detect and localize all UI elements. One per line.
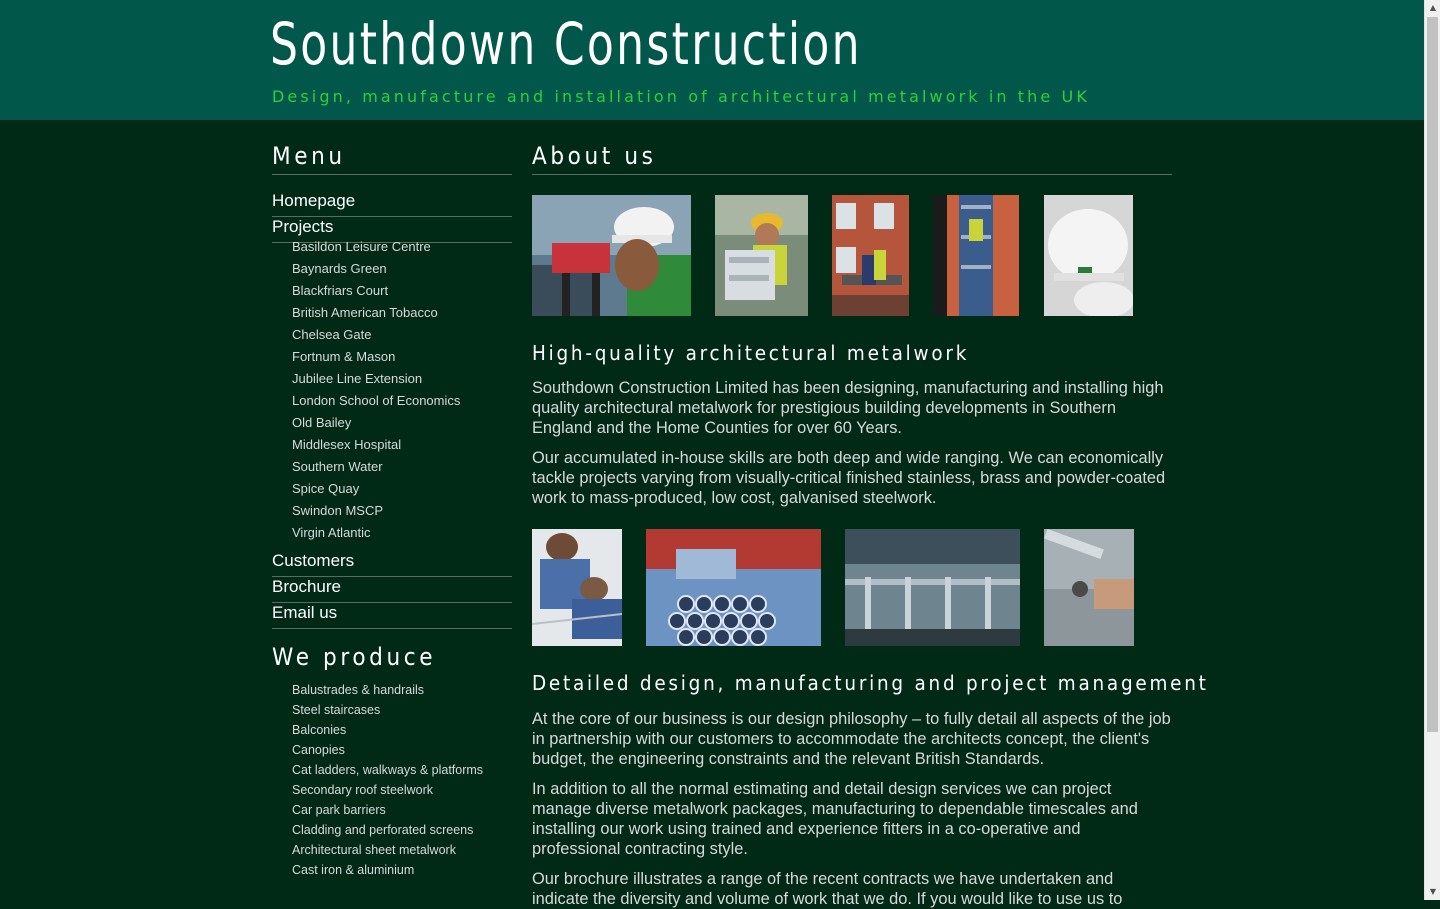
product-link[interactable]: Canopies <box>292 743 345 757</box>
project-link[interactable]: Blackfriars Court <box>292 283 389 298</box>
product-link[interactable]: Balustrades & handrails <box>292 683 425 697</box>
page-scrollbar[interactable] <box>1424 0 1440 900</box>
section-heading-quality: High-quality architectural metalwork <box>532 341 970 365</box>
menu-heading: Menu <box>272 142 346 170</box>
menu-item-customers[interactable]: Customers <box>272 551 512 577</box>
product-link[interactable]: Cast iron & aluminium <box>292 863 415 877</box>
project-link[interactable]: London School of Economics <box>292 393 461 408</box>
scrollbar-thumb[interactable] <box>1427 17 1438 732</box>
we-produce-heading: We produce <box>272 643 437 671</box>
product-link[interactable]: Architectural sheet metalwork <box>292 843 456 857</box>
product-link[interactable]: Cat ladders, walkways & platforms <box>292 763 484 777</box>
project-link[interactable]: Baynards Green <box>292 261 387 276</box>
balustrade-frames-photo[interactable] <box>845 529 1020 646</box>
site-title[interactable]: Southdown Construction <box>270 10 862 78</box>
project-link[interactable]: Swindon MSCP <box>292 503 384 518</box>
menu-item-brochure[interactable]: Brochure <box>272 577 512 603</box>
paragraph: Our brochure illustrates a range of the recent contracts we have undertaken and indicate the diversity and volume of work that we do. If you would like to use us to <box>532 870 1123 908</box>
handrail-detail-photo[interactable] <box>1044 529 1134 646</box>
project-link[interactable]: Southern Water <box>292 459 383 474</box>
project-link[interactable]: Old Bailey <box>292 415 352 430</box>
project-link[interactable]: Fortnum & Mason <box>292 349 396 364</box>
balcony-install-photo[interactable] <box>933 195 1019 316</box>
site-header <box>0 0 1424 120</box>
surveyor-photo[interactable] <box>532 195 691 316</box>
title-divider <box>532 174 1172 175</box>
project-link[interactable]: Basildon Leisure Centre <box>292 239 431 254</box>
product-link[interactable]: Secondary roof steelwork <box>292 783 434 797</box>
project-link[interactable]: British American Tobacco <box>292 305 438 320</box>
project-link[interactable]: Chelsea Gate <box>292 327 372 342</box>
product-link[interactable]: Steel staircases <box>292 703 381 717</box>
steel-tubes-photo[interactable] <box>646 529 821 646</box>
scroll-up-icon[interactable]: ▲ <box>1429 3 1437 12</box>
section-heading-design: Detailed design, manufacturing and project management <box>532 671 1209 695</box>
paragraph: Southdown Construction Limited has been designing, manufacturing and installing high quality architectural metalwork for prestigious building developments in Southern England and the Home Counties for over 60 Years. <box>532 379 1164 437</box>
white-helmets-photo[interactable] <box>1044 195 1133 316</box>
paragraph: At the core of our business is our design philosophy – to fully detail all aspects of the job in partnership with our customers to accommodate the architects concept, the client's budget, the engineering constraints and the relevant British Standards. <box>532 710 1171 768</box>
product-link[interactable]: Cladding and perforated screens <box>292 823 474 837</box>
page-title: About us <box>532 142 657 170</box>
project-link[interactable]: Jubilee Line Extension <box>292 371 423 386</box>
project-link[interactable]: Virgin Atlantic <box>292 525 371 540</box>
drawings-photo[interactable] <box>532 529 622 646</box>
project-link[interactable]: Spice Quay <box>292 481 360 496</box>
product-link[interactable]: Balconies <box>292 723 347 737</box>
product-link[interactable]: Car park barriers <box>292 803 386 817</box>
building-facade-photo[interactable] <box>832 195 909 316</box>
menu-item-email-us[interactable]: Email us <box>272 603 512 629</box>
menu-item-projects[interactable]: Projects <box>272 217 512 243</box>
project-link[interactable]: Middlesex Hospital <box>292 437 402 452</box>
worker-hardhat-photo[interactable] <box>715 195 808 316</box>
menu-item-homepage[interactable]: Homepage <box>272 191 512 217</box>
menu-divider <box>272 174 512 175</box>
site-tagline: Design, manufacture and installation of architectural metalwork in the UK <box>272 87 1090 106</box>
paragraph: Our accumulated in-house skills are both deep and wide ranging. We can economically tackle projects varying from visually-critical finished stainless, brass and powder-coated work to mass-produced, low cost, galvanised steelwork. <box>532 449 1166 507</box>
scroll-down-icon[interactable]: ▼ <box>1429 887 1437 896</box>
paragraph: In addition to all the normal estimating and detail design services we can project manage diverse metalwork packages, manufacturing to dependable timescales and installing our work using trained and experience fitters in a co-operative and professional contracting style. <box>532 780 1138 858</box>
